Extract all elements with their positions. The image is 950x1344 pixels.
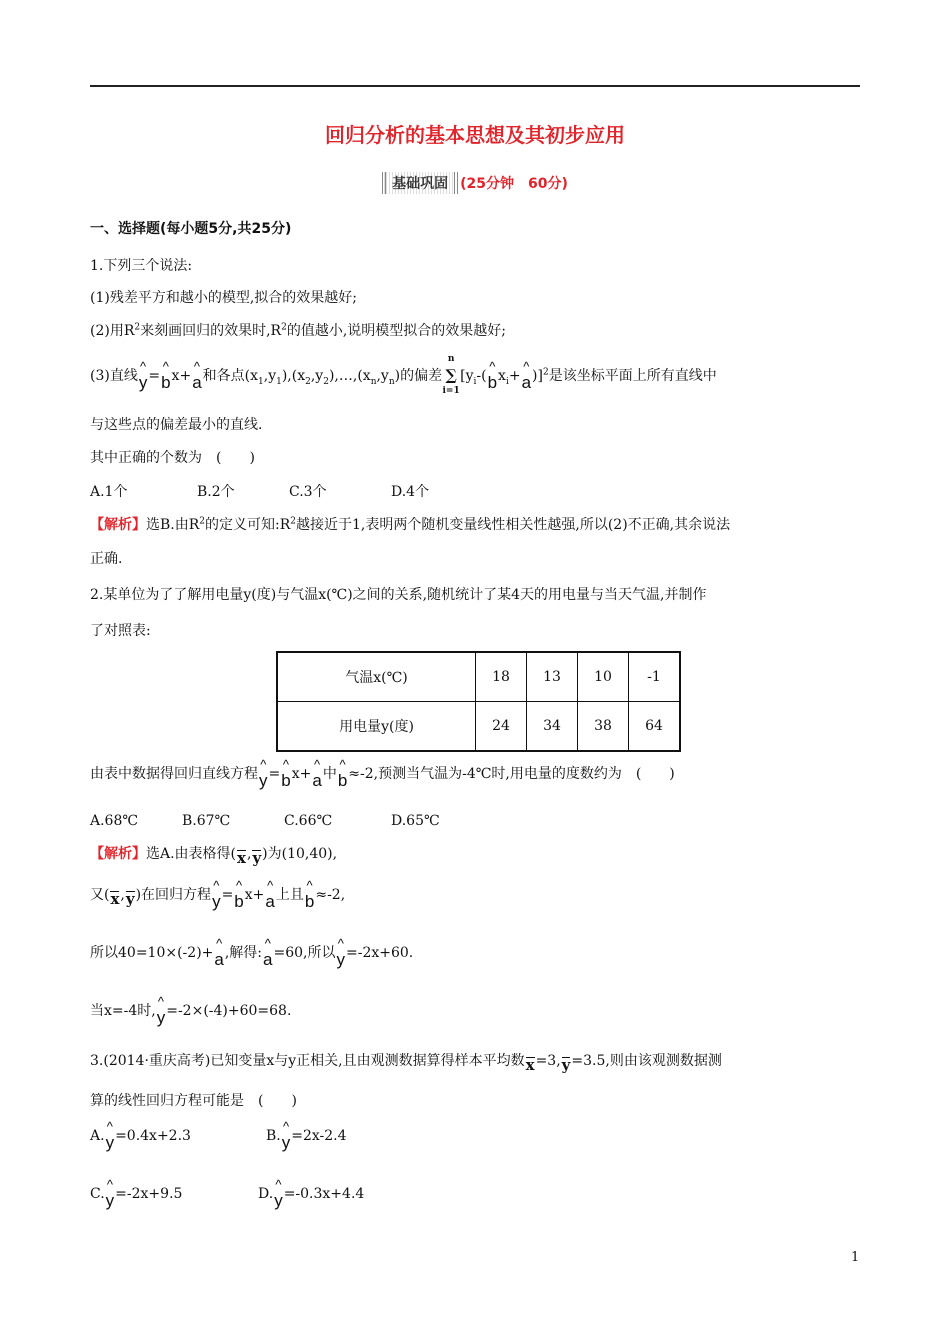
- analysis-tag: 【解析】: [90, 846, 146, 862]
- q3-options-row-2: [90, 1186, 364, 1211]
- text-fragment: x: [498, 368, 506, 384]
- section-badge: 基础巩固: [382, 172, 458, 194]
- data-table: [276, 651, 681, 752]
- option-c[interactable]: C.66℃: [284, 813, 333, 829]
- analysis-tag: 【解析】: [90, 517, 146, 533]
- text-fragment: =60,所以: [273, 945, 336, 961]
- b-hat: ^ b: [487, 373, 498, 393]
- table-cell: 18: [476, 652, 527, 702]
- page-number: 1: [851, 1250, 860, 1265]
- text-fragment: ≈-2,预测当气温为-4℃时,用电量的度数约为 ( ): [348, 766, 675, 782]
- a-hat-symbol: ^ a: [262, 950, 273, 970]
- q2-analysis-3: [90, 942, 413, 970]
- q1-options: [90, 481, 429, 501]
- table-cell: 34: [527, 702, 578, 752]
- summation-symbol: [442, 354, 460, 396]
- text-fragment: A.: [90, 1128, 105, 1144]
- text-fragment: ,y: [263, 368, 277, 384]
- q2-analysis-2: [90, 884, 345, 912]
- text-fragment: x+: [291, 766, 312, 782]
- text-fragment: 2: [281, 322, 287, 333]
- text-fragment: ∑: [445, 366, 457, 384]
- q2-stem-2: 了对照表:: [90, 623, 151, 639]
- text-fragment: 越接近于1,表明两个随机变量线性相关性越强,所以(2)不正确,其余说法: [296, 517, 731, 533]
- table-cell: 用电量y(度): [277, 702, 476, 752]
- x-bar-symbol: x: [110, 890, 120, 908]
- text-fragment: B.: [266, 1128, 281, 1144]
- text-fragment: (2)用R: [90, 323, 135, 339]
- text-fragment: 上且: [275, 887, 304, 903]
- q3-stem-1: [90, 1050, 722, 1074]
- y-hat-symbol: ^ y: [105, 1133, 116, 1153]
- b-hat-symbol: ^ b: [280, 771, 291, 791]
- text-fragment: 2: [290, 516, 297, 527]
- text-fragment: n: [388, 376, 395, 387]
- text-fragment: n: [370, 376, 377, 387]
- section-time: (25分钟 60分): [460, 176, 568, 192]
- y-hat-symbol: ^ y: [336, 950, 347, 970]
- q3-stem-2: 算的线性回归方程可能是 ( ): [90, 1093, 297, 1109]
- text-fragment: C.: [90, 1186, 105, 1202]
- text-fragment: i: [473, 376, 477, 387]
- text-fragment: x+: [244, 887, 265, 903]
- text-fragment: )]: [532, 368, 543, 384]
- text-fragment: n: [447, 354, 455, 364]
- b-hat-symbol: ^ b: [304, 892, 315, 912]
- text-fragment: 2: [305, 376, 311, 387]
- text-fragment: 和各点(x: [202, 368, 259, 384]
- y-hat: ^ y: [138, 373, 149, 393]
- text-fragment: )的偏差: [394, 368, 443, 384]
- text-fragment: ,解得:: [224, 945, 263, 961]
- table-cell: 38: [578, 702, 629, 752]
- text-fragment: D.: [258, 1186, 274, 1202]
- option-a[interactable]: [90, 1128, 266, 1153]
- option-a[interactable]: A.1个: [90, 484, 128, 500]
- y-hat-symbol: ^ y: [281, 1133, 292, 1153]
- text-fragment: =-0.3x+4.4: [283, 1186, 365, 1202]
- b-hat-symbol: ^ b: [233, 892, 244, 912]
- text-fragment: (3)直线: [90, 368, 138, 384]
- text-fragment: 当x=-4时,: [90, 1003, 156, 1019]
- text-fragment: 是该坐标平面上所有直线中: [548, 368, 717, 384]
- a-hat-symbol: ^ a: [213, 950, 224, 970]
- q1-statement-1: (1)残差平方和越小的模型,拟合的效果越好;: [90, 290, 357, 306]
- option-b[interactable]: B.67℃: [182, 813, 231, 829]
- a-hat: ^ a: [521, 373, 532, 393]
- text-fragment: ,: [120, 887, 125, 903]
- q2-analysis-1: [90, 843, 337, 867]
- q2-options: [90, 813, 440, 829]
- table-cell: 气温x(℃): [277, 652, 476, 702]
- text-fragment: )为(10,40),: [262, 846, 338, 862]
- text-fragment: [y: [460, 368, 474, 384]
- text-fragment: =3.5,则由该观测数据测: [571, 1053, 722, 1069]
- text-fragment: i: [505, 376, 509, 387]
- text-fragment: ),…,(x: [328, 368, 371, 384]
- q1-ask: 其中正确的个数为 ( ): [90, 450, 255, 466]
- text-fragment: =-2x+9.5: [115, 1186, 183, 1202]
- text-fragment: 3.(2014·重庆高考)已知变量x与y正相关,且由观测数据算得样本平均数: [90, 1053, 525, 1069]
- option-d[interactable]: D.4个: [391, 484, 430, 500]
- text-fragment: =3,: [535, 1053, 561, 1069]
- a-hat-symbol: ^ a: [264, 892, 275, 912]
- y-bar-symbol: y: [252, 849, 262, 867]
- text-fragment: 选A.由表格得(: [146, 846, 237, 862]
- text-fragment: ,y: [376, 368, 389, 384]
- text-fragment: =: [148, 368, 161, 384]
- header-rule: [90, 85, 860, 87]
- b-hat-symbol: ^ b: [337, 771, 348, 791]
- text-fragment: ,: [246, 846, 252, 862]
- table-cell: 24: [476, 702, 527, 752]
- text-fragment: ≈-2,: [315, 887, 346, 903]
- table-row: [277, 652, 680, 702]
- q1-statement-2: [90, 320, 506, 340]
- text-fragment: 1: [276, 376, 282, 387]
- option-c[interactable]: C.3个: [289, 484, 327, 500]
- option-b[interactable]: B.2个: [197, 484, 235, 500]
- a-hat-symbol: ^ a: [311, 771, 322, 791]
- x-bar-symbol: x: [237, 849, 246, 867]
- q1-stem: 1.下列三个说法:: [90, 258, 193, 274]
- text-fragment: 2: [199, 516, 206, 527]
- q2-analysis-4: [90, 1000, 291, 1028]
- y-bar-symbol: y: [561, 1056, 571, 1074]
- q1-analysis: [90, 514, 730, 534]
- text-fragment: =-2x+60.: [346, 945, 414, 961]
- text-fragment: 的定义可知:R: [205, 517, 291, 533]
- b-hat: ^ b: [160, 373, 171, 393]
- option-a[interactable]: A.68℃: [90, 813, 139, 829]
- y-hat-symbol: ^ y: [156, 1008, 167, 1028]
- table-cell: 13: [527, 652, 578, 702]
- y-hat-symbol: ^ y: [211, 892, 222, 912]
- text-fragment: 2: [134, 322, 141, 333]
- a-hat: ^ a: [191, 373, 202, 393]
- y-hat-symbol: ^ y: [273, 1191, 284, 1211]
- text-fragment: )在回归方程: [135, 887, 212, 903]
- q3-options-row-1: [90, 1128, 347, 1153]
- q2-ask: [90, 763, 675, 791]
- text-fragment: 2: [542, 367, 549, 378]
- text-fragment: +: [508, 368, 521, 384]
- q1-analysis-cont: 正确.: [90, 551, 123, 567]
- text-fragment: 由表中数据得回归直线方程: [90, 766, 258, 782]
- table-row: [277, 702, 680, 752]
- text-fragment: =2x-2.4: [291, 1128, 347, 1144]
- page-title: 回归分析的基本思想及其初步应用: [325, 123, 625, 147]
- option-d[interactable]: D.65℃: [391, 813, 440, 829]
- text-fragment: i=1: [442, 386, 460, 396]
- section-heading: [0, 172, 950, 194]
- table-cell: 64: [629, 702, 681, 752]
- text-fragment: =0.4x+2.3: [115, 1128, 191, 1144]
- text-fragment: 2: [323, 376, 329, 387]
- text-fragment: ,y: [310, 368, 324, 384]
- text-fragment: 1: [258, 376, 264, 387]
- option-d[interactable]: [258, 1186, 365, 1210]
- q1-statement-3: [90, 354, 717, 396]
- q2-stem-1: 2.某单位为了了解用电量y(度)与气温x(℃)之间的关系,随机统计了某4天的用电量与当天气温,并制作: [90, 587, 707, 603]
- text-fragment: 所以40=10×(-2)+: [90, 945, 214, 961]
- text-fragment: =-2×(-4)+60=68.: [166, 1003, 292, 1019]
- text-fragment: -(: [476, 368, 487, 384]
- y-bar-symbol: y: [125, 890, 135, 908]
- text-fragment: =: [221, 887, 234, 903]
- text-fragment: 的值越小,说明模型拟合的效果越好;: [286, 323, 507, 339]
- q1-statement-3-cont: 与这些点的偏差最小的直线.: [90, 417, 263, 433]
- text-fragment: =: [268, 766, 281, 782]
- table-cell: 10: [578, 652, 629, 702]
- x-bar-symbol: x: [525, 1056, 535, 1074]
- text-fragment: ),(x: [281, 368, 306, 384]
- text-fragment: 中: [322, 766, 337, 782]
- text-fragment: 选B.由R: [146, 517, 200, 533]
- table-cell: -1: [629, 652, 681, 702]
- option-c[interactable]: [90, 1186, 258, 1211]
- y-hat-symbol: ^ y: [105, 1191, 116, 1211]
- text-fragment: x+: [171, 368, 192, 384]
- part-heading: 一、选择题(每小题5分,共25分): [90, 221, 292, 237]
- option-b[interactable]: [266, 1128, 347, 1152]
- text-fragment: 来刻画回归的效果时,R: [140, 323, 282, 339]
- y-hat-symbol: ^ y: [258, 771, 269, 791]
- text-fragment: 又(: [90, 887, 110, 903]
